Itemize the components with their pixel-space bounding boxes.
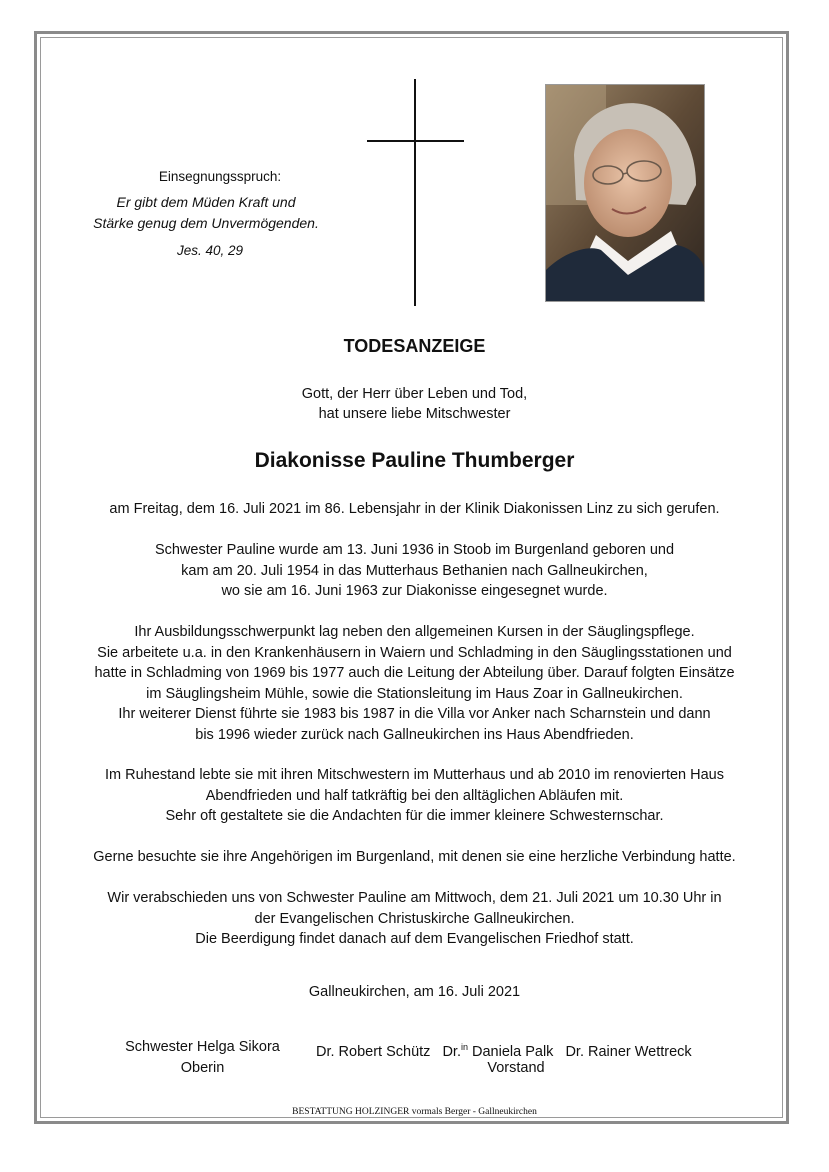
signature-role: Vorstand — [487, 1059, 545, 1076]
intro-text — [60, 384, 769, 424]
signature-vorstand — [316, 1037, 726, 1076]
paragraph-biography — [60, 540, 769, 602]
cross-icon-bar — [367, 140, 464, 142]
intro-line: hat unsere liebe Mitschwester — [318, 406, 511, 422]
page-title: TODESANZEIGE — [343, 336, 486, 356]
motto-reference: Jes. 40, 29 — [176, 243, 244, 258]
paragraph-line: wo sie am 16. Juni 1963 zur Diakonisse eingesegnet wurde. — [221, 583, 608, 599]
intro-line: Gott, der Herr über Leben und Tod, — [301, 386, 528, 402]
paragraph-line: hatte in Schladming von 1969 bis 1977 auch die Leitung der Abteilung über. Darauf folgten Einsätze — [94, 665, 735, 681]
paragraph-line: Sie arbeitete u.a. in den Krankenhäusern in Waiern und Schladming in den Säuglingsstationen und — [97, 644, 732, 661]
signature-name: Daniela Palk — [472, 1043, 554, 1060]
paragraph-death-notice — [60, 499, 769, 520]
place-date: Gallneukirchen, am 16. Juli 2021 — [308, 984, 521, 1000]
paragraph-line: kam am 20. Juli 1954 in das Mutterhaus Bethanien nach Gallneukirchen, — [181, 562, 648, 579]
paragraph-line: Die Beerdigung findet danach auf dem Evangelischen Friedhof statt. — [195, 931, 634, 947]
motto-line: Er gibt dem Müden Kraft und — [116, 194, 296, 210]
paragraph-line: der Evangelischen Christuskirche Gallneukirchen. — [254, 910, 575, 927]
paragraph-line: Schwester Pauline wurde am 13. Juni 1936 in Stoob im Burgenland geboren und — [154, 542, 675, 558]
footer-undertaker: BESTATTUNG HOLZINGER vormals Berger - Gallneukirchen — [292, 1107, 537, 1117]
signature-name: Schwester Helga Sikora — [125, 1039, 280, 1055]
signature-role: Oberin — [180, 1059, 225, 1076]
paragraph-line: Ihr weiterer Dienst führte sie 1983 bis 1987 in die Villa vor Anker nach Scharnstein und dann — [118, 706, 711, 722]
motto-label: Einsegnungsspruch: — [158, 169, 282, 184]
paragraph-retirement — [60, 765, 769, 827]
paragraph-line: Sehr oft gestaltete sie die Andachten für die immer kleinere Schwesternschar. — [165, 808, 664, 824]
signature-name-prefix: Dr. — [442, 1043, 461, 1060]
signature-name: Dr. Rainer Wettreck — [565, 1043, 692, 1060]
paragraph-line: Wir verabschieden uns von Schwester Pauline am Mittwoch, dem 21. Juli 2021 um 10.30 Uhr in — [107, 890, 722, 906]
paragraph-line: im Säuglingsheim Mühle, sowie die Stationsleitung im Haus Zoar in Gallneukirchen. — [146, 685, 683, 702]
paragraph-funeral — [60, 888, 769, 950]
paragraph-family — [60, 847, 769, 868]
paragraph-line: Gerne besuchte sie ihre Angehörigen im Burgenland, mit denen sie eine herzliche Verbindung hatte. — [93, 849, 736, 865]
paragraph-line: Im Ruhestand lebte sie mit ihren Mitschwestern im Mutterhaus und ab 2010 im renovierten Haus — [105, 767, 724, 783]
signature-name: Dr. Robert Schütz — [316, 1043, 431, 1060]
paragraph-line: am Freitag, dem 16. Juli 2021 im 86. Lebensjahr in der Klinik Diakonissen Linz zu sich gerufen. — [109, 501, 720, 517]
deceased-name: Diakonisse Pauline Thumberger — [254, 449, 575, 472]
portrait-photo — [545, 84, 705, 302]
cross-icon — [414, 79, 416, 306]
paragraph-career — [60, 622, 769, 745]
paragraph-line: bis 1996 wieder zurück nach Gallneukirchen ins Haus Abendfrieden. — [195, 726, 634, 743]
signature-name-superscript: in — [460, 1042, 468, 1052]
motto-text — [66, 192, 346, 234]
motto-line: Stärke genug dem Unvermögenden. — [93, 215, 319, 231]
signature-oberin — [110, 1037, 295, 1078]
paragraph-line: Abendfrieden und half tatkräftig bei den alltäglichen Abläufen mit. — [205, 787, 624, 804]
paragraph-line: Ihr Ausbildungsschwerpunkt lag neben den allgemeinen Kursen in der Säuglingspflege. — [134, 624, 695, 640]
